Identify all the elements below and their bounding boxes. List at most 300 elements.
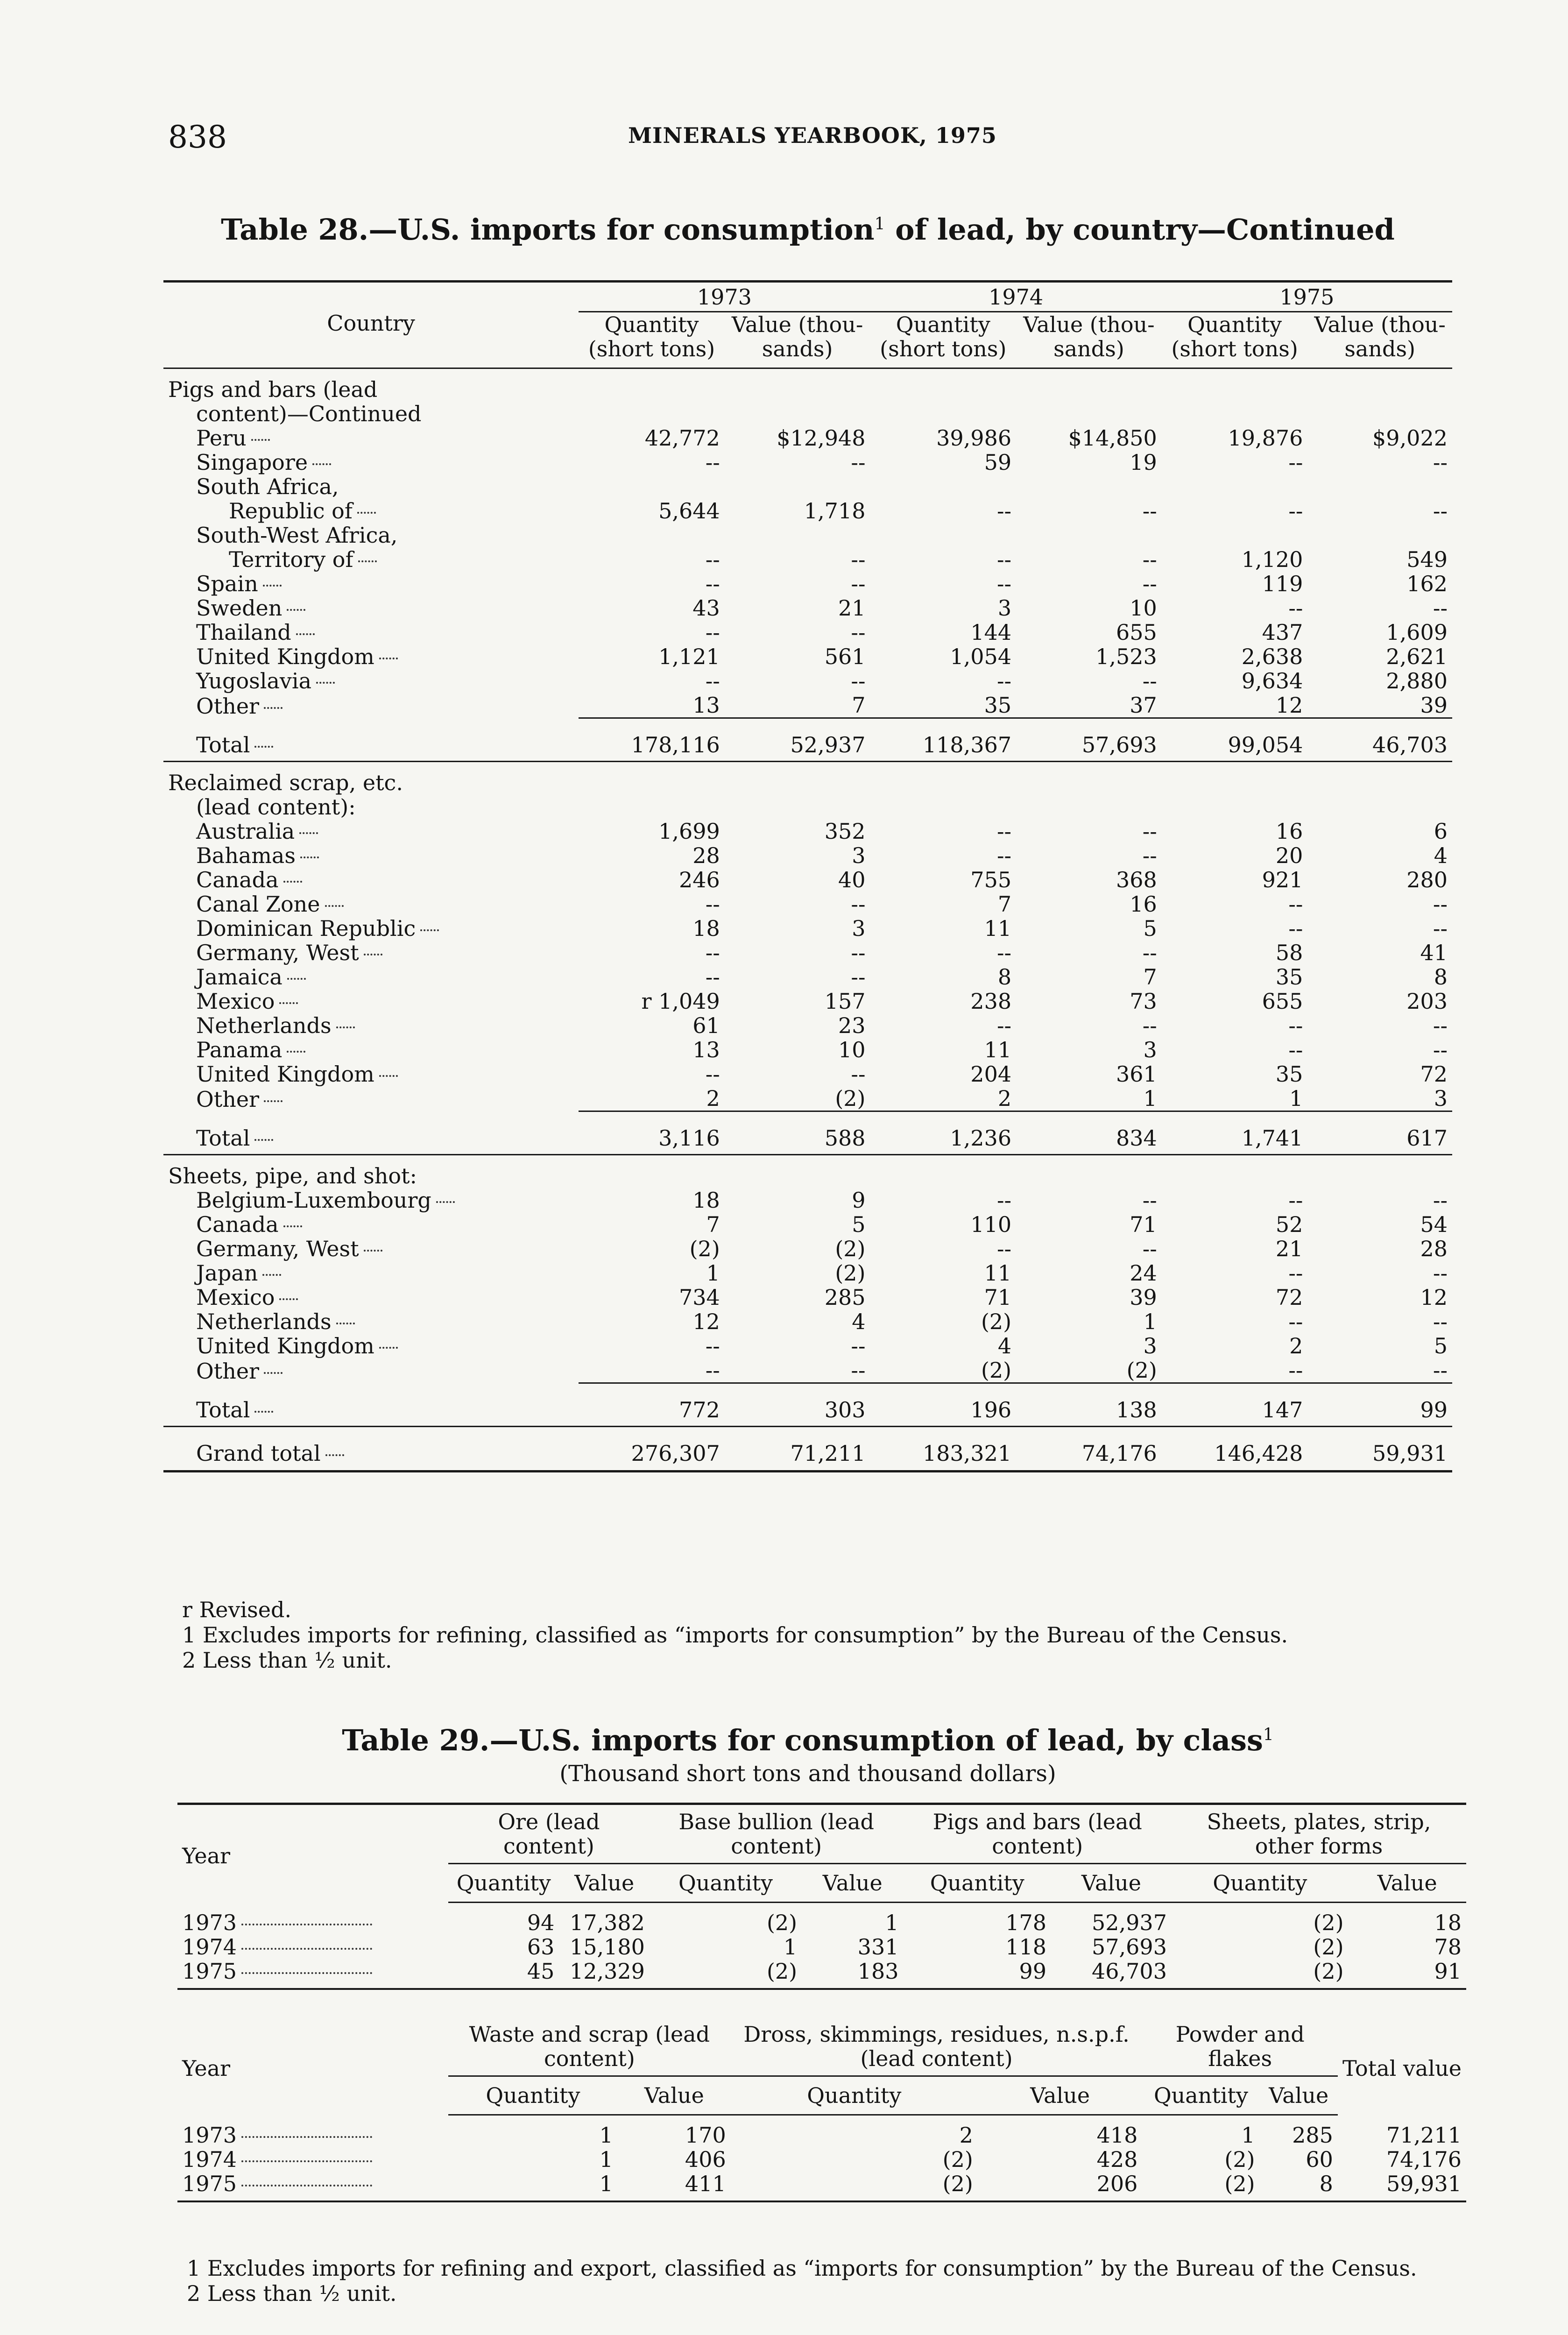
country-name: Bahamas — [196, 843, 296, 868]
year-cell — [177, 2172, 448, 2196]
grand-total-value: 59,931 — [1307, 1427, 1452, 1466]
value-cell: -- — [851, 571, 866, 596]
table-row — [163, 916, 1452, 941]
value-cell: 19 — [1130, 450, 1157, 475]
country-cell — [163, 1285, 579, 1309]
total-value-cell: 138 — [1016, 1383, 1162, 1422]
value-cell: 52,937 — [1092, 1910, 1167, 1935]
value-cell: $9,022 — [1372, 425, 1448, 451]
value-cell: 1 — [1143, 1309, 1157, 1334]
value-cell: 11 — [984, 1037, 1012, 1062]
value-cell: 54 — [1420, 1212, 1448, 1237]
footnote: 2 Less than ½ unit. — [187, 2281, 397, 2306]
value-cell: -- — [1142, 1236, 1157, 1261]
table-row — [163, 1334, 1452, 1358]
value-cell: (2) — [981, 1309, 1012, 1334]
value-cell: 39 — [1130, 1285, 1157, 1310]
value-cell: -- — [1433, 595, 1448, 621]
value-cell: 2 — [959, 2123, 973, 2148]
value-cell: -- — [1288, 595, 1303, 621]
value-cell: 549 — [1406, 547, 1448, 572]
value-cell: 61 — [692, 1013, 720, 1038]
table-row — [163, 1358, 1452, 1383]
dot-leader — [325, 905, 344, 907]
group-header: Base bullion (lead content) — [650, 1810, 904, 1864]
table-row — [163, 669, 1452, 693]
value-cell: -- — [1142, 1013, 1157, 1038]
year-label: 1973 — [182, 2123, 237, 2148]
value-cell: 368 — [1116, 867, 1157, 892]
total-label: Total — [196, 732, 250, 757]
value-cell: 43 — [692, 595, 720, 621]
bottom-rule-row — [177, 2196, 1466, 2201]
country-name: South-West Africa, — [196, 523, 398, 548]
dot-leader — [325, 1454, 344, 1456]
footnote: r Revised. — [182, 1597, 292, 1622]
total-value-cell: 178,116 — [579, 718, 725, 757]
year-label: 1974 — [182, 1934, 237, 1960]
dot-leader — [254, 746, 273, 748]
table-row — [163, 1013, 1452, 1038]
value-cell: 734 — [678, 1285, 720, 1310]
value-cell: $14,850 — [1068, 425, 1157, 451]
value-cell: 39 — [1420, 693, 1448, 718]
value-cell: 157 — [824, 989, 866, 1014]
year-column-header: Year — [182, 1843, 231, 1869]
value-cell: 21 — [838, 595, 866, 621]
value-cell: 203 — [1406, 989, 1448, 1014]
table-row — [163, 965, 1452, 989]
value-cell: -- — [851, 1333, 866, 1359]
table-row — [163, 941, 1452, 965]
value-cell: 3 — [852, 916, 866, 941]
value-cell: 411 — [685, 2171, 726, 2196]
value-cell: 12 — [692, 1309, 720, 1334]
value-cell: -- — [851, 1358, 866, 1383]
value-cell — [725, 523, 870, 547]
value-cell: 18 — [692, 1188, 720, 1213]
dot-leader — [379, 1075, 398, 1077]
value-cell: 11 — [984, 1260, 1012, 1286]
group-header: Sheets, plates, strip, other forms — [1172, 1810, 1466, 1864]
country-cell — [163, 989, 579, 1013]
value-cell: -- — [1288, 1358, 1303, 1383]
dot-leader — [336, 1323, 355, 1324]
value-cell: 12,329 — [569, 1959, 645, 1984]
country-cell — [163, 1358, 579, 1383]
value-cell: 1 — [599, 2123, 613, 2148]
value-cell: -- — [705, 1333, 720, 1359]
year-cell — [177, 1959, 448, 1983]
total-value-cell: 1,741 — [1162, 1111, 1308, 1151]
value-cell: 2 — [706, 1086, 720, 1111]
value-cell: 45 — [527, 1959, 555, 1984]
year-cell — [177, 1935, 448, 1959]
value-cell: 12 — [1275, 693, 1303, 718]
value-cell: 28 — [692, 843, 720, 868]
year-header-1973: 1973 — [579, 285, 870, 312]
value-cell: 144 — [970, 620, 1012, 645]
value-cell: -- — [705, 547, 720, 572]
value-cell: 28 — [1420, 1236, 1448, 1261]
value-cell: 78 — [1434, 1934, 1462, 1960]
table-row — [163, 1188, 1452, 1212]
year-cell — [177, 1903, 448, 1935]
value-cell: 8 — [1434, 964, 1448, 990]
country-cell — [163, 547, 579, 572]
value-cell: 178 — [1005, 1910, 1047, 1935]
value-cell: (2) — [766, 1959, 798, 1984]
value-cell: 12 — [1420, 1285, 1448, 1310]
quantity-subheader: Quantity — [448, 2076, 618, 2115]
value-cell: 921 — [1262, 867, 1303, 892]
dot-leader — [241, 1972, 372, 1974]
country-name: Germany, West — [196, 1236, 359, 1261]
country-cell — [163, 843, 579, 868]
dot-leader — [420, 929, 439, 931]
value-cell: (2) — [1313, 1910, 1344, 1935]
value-cell: 1,054 — [950, 644, 1012, 669]
value-cell: 11 — [984, 916, 1012, 941]
value-cell: 2 — [997, 1086, 1012, 1111]
value-subheader: Value — [978, 2076, 1143, 2115]
country-name: Australia — [196, 819, 295, 844]
value-cell: -- — [1288, 1309, 1303, 1334]
value-cell: 35 — [1275, 964, 1303, 990]
table-row — [163, 1261, 1452, 1285]
value-cell: -- — [851, 940, 866, 965]
country-name: Territory of — [229, 547, 353, 572]
value-cell: 73 — [1130, 989, 1157, 1014]
value-cell: (2) — [689, 1236, 720, 1261]
value-subheader: Value — [559, 1864, 650, 1903]
total-value-cell: 99,054 — [1162, 718, 1308, 757]
country-cell — [163, 620, 579, 644]
group-header: Pigs and bars (lead content) — [903, 1810, 1171, 1864]
table-row — [177, 1903, 1466, 1935]
page-number: 838 — [168, 119, 227, 155]
value-cell: 655 — [1262, 989, 1303, 1014]
country-name: Panama — [196, 1037, 283, 1062]
section-heading: (lead content): — [196, 794, 356, 820]
value-cell: r 1,049 — [641, 989, 720, 1014]
value-cell: -- — [705, 450, 720, 475]
value-cell: 59,931 — [1386, 2171, 1462, 2196]
country-cell — [163, 596, 579, 620]
value-cell: 183 — [857, 1959, 899, 1984]
value-cell: -- — [997, 668, 1012, 693]
country-cell — [163, 644, 579, 669]
value-cell: -- — [1288, 1188, 1303, 1213]
dot-leader — [287, 609, 305, 611]
value-cell: 561 — [824, 644, 866, 669]
value-cell: 40 — [838, 867, 866, 892]
section-heading-row — [163, 1155, 1452, 1189]
dot-leader — [283, 1225, 302, 1227]
value-cell: 72 — [1420, 1061, 1448, 1087]
total-value-cell: 118,367 — [870, 718, 1017, 757]
value-cell: 60 — [1306, 2147, 1333, 2172]
value-subheader: Value — [1051, 1864, 1172, 1903]
value-cell: -- — [1433, 892, 1448, 917]
quantity-column-header: Quantity (short tons) — [880, 312, 1007, 361]
total-label: Total — [196, 1397, 250, 1422]
value-cell: -- — [1288, 450, 1303, 475]
total-label-cell — [163, 1383, 579, 1422]
total-row — [163, 718, 1452, 757]
value-cell: 91 — [1434, 1959, 1462, 1984]
value-cell: -- — [997, 547, 1012, 572]
value-cell: 17,382 — [569, 1910, 645, 1935]
country-cell — [163, 1188, 579, 1212]
value-cell: 18 — [1434, 1910, 1462, 1935]
table-row — [163, 644, 1452, 669]
value-cell: 162 — [1406, 571, 1448, 596]
value-cell: 3 — [852, 843, 866, 868]
value-cell: -- — [1288, 1013, 1303, 1038]
table-row — [163, 989, 1452, 1013]
value-cell: 1,120 — [1241, 547, 1303, 572]
value-cell: 331 — [857, 1934, 899, 1960]
value-cell: 5 — [1434, 1333, 1448, 1359]
value-cell: 655 — [1116, 620, 1157, 645]
country-cell — [163, 965, 579, 989]
total-value-cell: 834 — [1016, 1111, 1162, 1151]
section-heading: content)—Continued — [196, 401, 422, 426]
value-cell: 13 — [692, 1037, 720, 1062]
dot-leader — [357, 512, 376, 514]
value-cell: 19,876 — [1228, 425, 1303, 451]
value-cell: 6 — [1434, 819, 1448, 844]
value-cell: -- — [1142, 547, 1157, 572]
grand-total-value: 146,428 — [1162, 1427, 1308, 1466]
group-header-row — [177, 2022, 1466, 2076]
value-cell: 2,621 — [1386, 644, 1448, 669]
value-cell: 170 — [685, 2123, 726, 2148]
value-cell: -- — [705, 964, 720, 990]
section-heading: Sheets, pipe, and shot: — [168, 1163, 417, 1189]
value-cell: (2) — [942, 2147, 973, 2172]
year-label: 1975 — [182, 2171, 237, 2196]
value-cell: 1,699 — [658, 819, 720, 844]
value-cell: 7 — [852, 693, 866, 718]
total-value-cell: 3,116 — [579, 1111, 725, 1151]
value-cell: (2) — [835, 1236, 866, 1261]
value-cell: 71 — [984, 1285, 1012, 1310]
country-cell — [163, 1334, 579, 1358]
value-cell: 5 — [1143, 916, 1157, 941]
country-name: Belgium-Luxembourg — [196, 1188, 431, 1213]
country-cell — [163, 916, 579, 941]
value-cell: 16 — [1130, 892, 1157, 917]
value-cell: 46,703 — [1092, 1959, 1167, 1984]
table-28 — [163, 285, 1452, 1472]
total-value-cell: 303 — [725, 1383, 870, 1422]
value-cell: 2,638 — [1241, 644, 1303, 669]
value-cell: 4 — [1434, 843, 1448, 868]
table-row — [163, 1237, 1452, 1261]
value-cell: 94 — [527, 1910, 555, 1935]
value-subheader: Value — [618, 2076, 731, 2115]
value-cell: -- — [705, 620, 720, 645]
country-name: Sweden — [196, 595, 283, 621]
dot-leader — [312, 463, 331, 465]
grand-total-label: Grand total — [196, 1441, 321, 1466]
dot-leader — [279, 1298, 298, 1300]
country-cell — [163, 426, 579, 450]
value-cell: 24 — [1130, 1260, 1157, 1286]
value-cell: 8 — [1319, 2171, 1333, 2196]
value-cell: 52 — [1275, 1212, 1303, 1237]
value-cell: 2 — [1289, 1333, 1303, 1359]
table-row — [163, 572, 1452, 596]
value-cell: -- — [1288, 916, 1303, 941]
table-28-body — [163, 368, 1452, 1472]
country-cell — [163, 669, 579, 693]
value-cell: -- — [851, 964, 866, 990]
country-name: Other — [196, 693, 260, 719]
country-name: Germany, West — [196, 940, 359, 965]
table-row — [163, 693, 1452, 718]
dot-leader — [287, 1051, 305, 1053]
table-29-footnotes — [187, 2256, 1476, 2306]
value-cell: 99 — [1019, 1959, 1047, 1984]
quantity-subheader: Quantity — [1142, 2076, 1259, 2115]
value-cell: (2) — [835, 1086, 866, 1111]
value-cell — [870, 523, 1017, 547]
dot-leader — [241, 1948, 372, 1950]
section-separator — [163, 757, 1452, 762]
value-cell: (2) — [766, 1910, 798, 1935]
value-cell: -- — [997, 571, 1012, 596]
country-cell — [163, 819, 579, 843]
value-cell: 1,523 — [1095, 644, 1157, 669]
table-row — [177, 2172, 1466, 2196]
value-cell: 16 — [1275, 819, 1303, 844]
value-cell: 71,211 — [1386, 2123, 1462, 2148]
value-cell: 37 — [1130, 693, 1157, 718]
table-28-title: Table 28.—U.S. imports for consumption$^1$ of lead, by country—Continued — [221, 212, 1395, 247]
value-cell: 72 — [1275, 1285, 1303, 1310]
table-row — [163, 1062, 1452, 1086]
value-cell: (2) — [1126, 1358, 1157, 1383]
grand-total-row — [163, 1427, 1452, 1466]
section-separator — [163, 1422, 1452, 1427]
value-cell: 41 — [1420, 940, 1448, 965]
value-cell: 1 — [599, 2171, 613, 2196]
value-cell — [1162, 523, 1308, 547]
value-cell — [1016, 474, 1162, 499]
value-cell: 59 — [984, 450, 1012, 475]
value-cell: 246 — [678, 867, 720, 892]
dot-leader — [279, 1002, 298, 1004]
value-cell: 71 — [1130, 1212, 1157, 1237]
grand-total-value: 276,307 — [579, 1427, 725, 1466]
quantity-subheader: Quantity — [650, 1864, 802, 1903]
table-row — [163, 868, 1452, 892]
value-cell: 10 — [838, 1037, 866, 1062]
value-cell: 406 — [685, 2147, 726, 2172]
value-cell: -- — [1433, 1188, 1448, 1213]
country-name: Netherlands — [196, 1013, 332, 1038]
quantity-subheader: Quantity — [448, 1864, 559, 1903]
country-cell — [163, 523, 579, 547]
value-cell: -- — [1433, 1013, 1448, 1038]
country-name: Netherlands — [196, 1309, 332, 1334]
country-name: United Kingdom — [196, 1333, 374, 1359]
group-header: Total value — [1342, 2056, 1462, 2081]
group-header: Dross, skimmings, residues, n.s.p.f. (lead content) — [731, 2022, 1143, 2076]
value-cell — [579, 523, 725, 547]
value-cell: 285 — [1292, 2123, 1333, 2148]
value-cell: 119 — [1262, 571, 1303, 596]
country-name: Canada — [196, 1212, 279, 1237]
value-cell: -- — [1142, 940, 1157, 965]
section-heading-row — [163, 762, 1452, 795]
table-row — [177, 1935, 1466, 1959]
dot-leader — [316, 682, 335, 684]
value-cell: 352 — [824, 819, 866, 844]
year-header-1974: 1974 — [870, 285, 1162, 312]
value-cell — [870, 474, 1017, 499]
value-cell: 57,693 — [1092, 1934, 1167, 1960]
country-cell — [163, 1309, 579, 1334]
value-cell: 238 — [970, 989, 1012, 1014]
running-head: MINERALS YEARBOOK, 1975 — [628, 123, 997, 148]
grand-total-value: 74,176 — [1016, 1427, 1162, 1466]
value-cell: -- — [1142, 1188, 1157, 1213]
country-cell — [163, 450, 579, 474]
value-cell: -- — [997, 819, 1012, 844]
table-28-footnotes — [182, 1597, 1471, 1673]
section-separator — [163, 1150, 1452, 1155]
year-label: 1973 — [182, 1910, 237, 1935]
value-cell: 9,634 — [1241, 668, 1303, 693]
value-cell: 1,121 — [658, 644, 720, 669]
value-cell: 285 — [824, 1285, 866, 1310]
quantity-column-header: Quantity (short tons) — [1171, 312, 1298, 361]
dot-leader — [241, 2185, 372, 2186]
country-name: South Africa, — [196, 474, 339, 499]
country-name: Other — [196, 1358, 260, 1384]
value-cell: -- — [1433, 1358, 1448, 1383]
table-row — [163, 596, 1452, 620]
value-cell: 3 — [1143, 1037, 1157, 1062]
value-cell: -- — [851, 892, 866, 917]
value-cell: 10 — [1130, 595, 1157, 621]
table-29-title: Table 29.—U.S. imports for consumption of lead, by class$^1$ — [342, 1723, 1274, 1757]
table-row — [163, 547, 1452, 572]
dot-leader — [263, 585, 282, 587]
value-cell: $12,948 — [777, 425, 866, 451]
value-cell: 2,880 — [1386, 668, 1448, 693]
table-29-subtitle: (Thousand short tons and thousand dollars) — [559, 1761, 1056, 1787]
country-cell — [163, 1062, 579, 1086]
quantity-column-header: Quantity (short tons) — [588, 312, 715, 361]
value-column-header: Value (thou- sands) — [731, 312, 863, 361]
year-header-1975: 1975 — [1162, 285, 1452, 312]
value-cell: 3 — [997, 595, 1012, 621]
value-cell: 35 — [1275, 1061, 1303, 1087]
value-cell: 418 — [1096, 2123, 1138, 2148]
dot-leader — [364, 954, 382, 955]
country-name: Jamaica — [196, 964, 283, 990]
value-cell: 21 — [1275, 1236, 1303, 1261]
dot-leader — [299, 832, 318, 834]
table-row — [163, 620, 1452, 644]
value-cell: -- — [851, 1061, 866, 1087]
value-subheader: Value — [1349, 1864, 1466, 1903]
